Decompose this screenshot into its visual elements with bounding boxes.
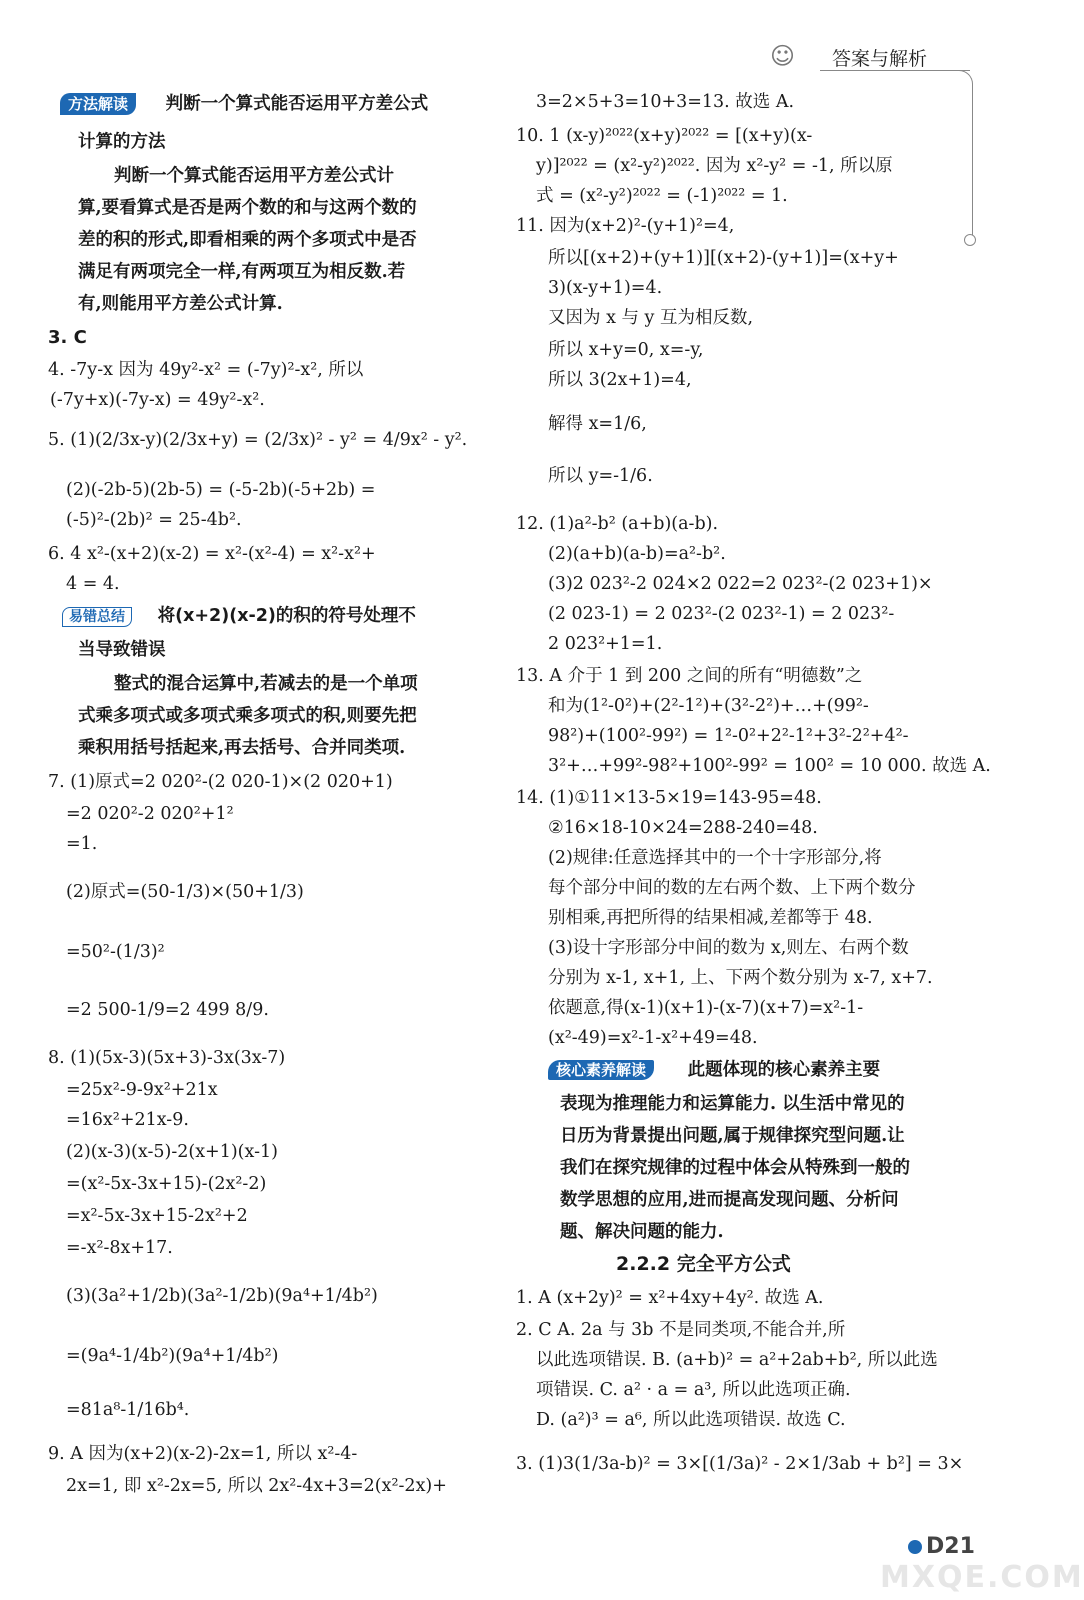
section-title: 2.2.2 完全平方公式 xyxy=(616,1253,791,1275)
answer-14-3: (3)设十字形部分中间的数为 x,则左、右两个数 xyxy=(548,938,909,958)
core-text-4: 数学思想的应用,进而提高发现问题、分析问 xyxy=(560,1190,899,1210)
answer-s2-2-cont3: D. (a²)³ = a⁶, 所以此选项错误. 故选 C. xyxy=(536,1410,846,1430)
answer-10: 10. 1 (x-y)²⁰²²(x+y)²⁰²² = [(x+y)(x- xyxy=(516,126,813,146)
header-title: 答案与解析 xyxy=(832,48,928,70)
answer-12-3-end: 2 023²+1=1. xyxy=(548,634,663,654)
answer-7-1: 7. (1)原式=2 020²-(2 020-1)×(2 020+1) xyxy=(48,772,393,792)
answer-13: 13. A 介于 1 到 200 之间的所有“明德数”之 xyxy=(516,666,863,686)
method-heading: 方法解读 判断一个算式能否运用平方差公式 xyxy=(60,92,428,116)
answer-14-2: (2)规律:任意选择其中的一个十字形部分,将 xyxy=(548,848,882,868)
answer-5-1: 5. (1)(2/3x-y)(2/3x+y) = (2/3x)² - y² = 4/9x² - y². xyxy=(48,430,468,450)
core-text-1: 表现为推理能力和运算能力. 以生活中常见的 xyxy=(560,1094,905,1114)
answer-8-3-result: =81a⁸-1/16b⁴. xyxy=(66,1400,190,1420)
answer-8-3-step: =(9a⁴-1/4b²)(9a⁴+1/4b²) xyxy=(66,1346,279,1366)
method-text-4: 满足有两项完全一样,有两项互为相反数.若 xyxy=(78,262,406,282)
answer-s2-2: 2. C A. 2a 与 3b 不是同类项,不能合并,所 xyxy=(516,1320,846,1340)
answer-13-cont3: 3²+…+99²-98²+100²-99² = 100² = 10 000. 故选 A. xyxy=(548,756,991,776)
answer-6-cont: 4 = 4. xyxy=(66,574,120,594)
method-text-2: 算,要看算式是否是两个数的和与这两个数的 xyxy=(78,198,417,218)
answer-14-3-cont2: 依题意,得(x-1)(x+1)-(x-7)(x+7)=x²-1- xyxy=(548,998,864,1018)
answer-5-2-cont: (-5)²-(2b)² = 25-4b². xyxy=(66,510,242,530)
error-text-1: 整式的混合运算中,若减去的是一个单项 xyxy=(114,674,418,694)
answer-8-1-step2: =16x²+21x-9. xyxy=(66,1110,189,1130)
answer-s2-3: 3. (1)3(1/3a-b)² = 3×[(1/3a)² - 2×1/3ab + b²] = 3× xyxy=(516,1454,964,1474)
core-heading: 核心素养解读 此题体现的核心素养主要 xyxy=(548,1058,880,1082)
answer-8-2-step2: =x²-5x-3x+15-2x²+2 xyxy=(66,1206,248,1226)
answer-13-cont1: 和为(1²-0²)+(2²-1²)+(3²-2²)+…+(99²- xyxy=(548,696,869,716)
error-summary-tag: 易错总结 xyxy=(62,607,132,627)
error-summary-heading: 易错总结 将(x+2)(x-2)的积的符号处理不 xyxy=(62,604,416,628)
answer-14-2-cont2: 别相乘,再把所得的结果相减,差都等于 48. xyxy=(548,908,873,928)
answer-8-2-step1: =(x²-5x-3x+15)-(2x²-2) xyxy=(66,1174,267,1194)
method-tag: 方法解读 xyxy=(60,93,136,115)
answer-8-3: (3)(3a²+1/2b)(3a²-1/2b)(9a⁴+1/4b²) xyxy=(66,1286,378,1306)
answer-14-3-cont1: 分别为 x-1, x+1, 上、下两个数分别为 x-7, x+7. xyxy=(548,968,933,988)
answer-9-cont: 2x=1, 即 x²-2x=5, 所以 2x²-4x+3=2(x²-2x)+ xyxy=(66,1476,447,1496)
page-dot-icon xyxy=(908,1540,922,1554)
answer-4-cont: (-7y+x)(-7y-x) = 49y²-x². xyxy=(50,390,265,410)
answer-s2-2-cont1: 以此选项错误. B. (a+b)² = a²+2ab+b², 所以此选 xyxy=(536,1350,938,1370)
page-number: D21 xyxy=(908,1534,975,1559)
answer-s2-1: 1. A (x+2y)² = x²+4xy+4y². 故选 A. xyxy=(516,1288,824,1308)
core-tag: 核心素养解读 xyxy=(548,1060,654,1080)
answer-7-2-result: =2 500-1/9=2 499 8/9. xyxy=(66,1000,269,1020)
answer-11: 11. 因为(x+2)²-(y+1)²=4, xyxy=(516,216,735,236)
watermark: MXQE.COM xyxy=(880,1560,1084,1595)
answer-7-1-step: =2 020²-2 020²+1² xyxy=(66,804,234,824)
answer-7-1-result: =1. xyxy=(66,834,98,854)
method-text-5: 有,则能用平方差公式计算. xyxy=(78,294,283,314)
answer-4: 4. -7y-x 因为 49y²-x² = (-7y)²-x², 所以 xyxy=(48,360,364,380)
answer-11-line2: 所以[(x+2)+(y+1)][(x+2)-(y+1)]=(x+y+ xyxy=(548,248,899,268)
answer-11-line7: 解得 x=1/6, xyxy=(548,414,647,434)
answer-3: 3. C xyxy=(48,327,87,348)
answer-11-line4: 又因为 x 与 y 互为相反数, xyxy=(548,308,754,328)
answer-14-2-cont1: 每个部分中间的数的左右两个数、上下两个数分 xyxy=(548,878,916,898)
error-text-3: 乘积用括号括起来,再去括号、合并同类项. xyxy=(78,738,406,758)
answer-11-line3: 3)(x-y+1)=4. xyxy=(548,278,663,298)
answer-10-cont1: y)]²⁰²² = (x²-y²)²⁰²². 因为 x²-y² = -1, 所以原 xyxy=(536,156,893,176)
answer-14-3-cont3: (x²-49)=x²-1-x²+49=48. xyxy=(548,1028,758,1048)
answer-14-1-b: ②16×18-10×24=288-240=48. xyxy=(548,818,818,838)
answer-12-3: (3)2 023²-2 024×2 022=2 023²-(2 023+1)× xyxy=(548,574,933,594)
answer-11-line5: 所以 x+y=0, x=-y, xyxy=(548,340,704,360)
method-text-3: 差的积的形式,即看相乘的两个多项式中是否 xyxy=(78,230,417,250)
answer-5-2: (2)(-2b-5)(2b-5) = (-5-2b)(-5+2b) = xyxy=(66,480,376,500)
answer-12-2: (2)(a+b)(a-b)=a²-b². xyxy=(548,544,726,564)
method-text-1: 判断一个算式能否运用平方差公式计 xyxy=(114,166,394,186)
answer-7-2-step: =50²-(1/3)² xyxy=(66,942,165,962)
answer-8-2-step3: =-x²-8x+17. xyxy=(66,1238,173,1258)
answer-s2-2-cont2: 项错误. C. a² · a = a³, 所以此选项正确. xyxy=(536,1380,851,1400)
answer-9: 9. A 因为(x+2)(x-2)-2x=1, 所以 x²-4- xyxy=(48,1444,358,1464)
answer-11-line6: 所以 3(2x+1)=4, xyxy=(548,370,692,390)
error-summary-heading-cont: 当导致错误 xyxy=(78,640,166,660)
answer-7-2: (2)原式=(50-1/3)×(50+1/3) xyxy=(66,882,304,902)
method-heading-cont: 计算的方法 xyxy=(78,132,166,152)
answer-12-3-cont: (2 023-1) = 2 023²-(2 023²-1) = 2 023²- xyxy=(548,604,895,624)
answer-12-1: 12. (1)a²-b² (a+b)(a-b). xyxy=(516,514,719,534)
page-header xyxy=(770,40,1010,80)
answer-9-end: 3=2×5+3=10+3=13. 故选 A. xyxy=(536,92,795,112)
header-dot-decoration xyxy=(964,234,976,246)
core-text-3: 我们在探究规律的过程中体会从特殊到一般的 xyxy=(560,1158,910,1178)
answer-8-1: 8. (1)(5x-3)(5x+3)-3x(3x-7) xyxy=(48,1048,286,1068)
answer-11-line8: 所以 y=-1/6. xyxy=(548,466,653,486)
core-text-2: 日历为背景提出问题,属于规律探究型问题.让 xyxy=(560,1126,905,1146)
answer-10-cont2: 式 = (x²-y²)²⁰²² = (-1)²⁰²² = 1. xyxy=(536,186,788,206)
answer-14-1: 14. (1)①11×13-5×19=143-95=48. xyxy=(516,788,822,808)
error-text-2: 式乘多项式或多项式乘多项式的积,则要先把 xyxy=(78,706,417,726)
answer-6: 6. 4 x²-(x+2)(x-2) = x²-(x²-4) = x²-x²+ xyxy=(48,544,376,564)
person-icon: ☺ xyxy=(770,42,796,70)
core-text-5: 题、解决问题的能力. xyxy=(560,1222,724,1242)
header-rule xyxy=(820,70,970,71)
answer-8-1-step1: =25x²-9-9x²+21x xyxy=(66,1080,218,1100)
answer-8-2: (2)(x-3)(x-5)-2(x+1)(x-1) xyxy=(66,1142,278,1162)
answer-13-cont2: 98²)+(100²-99²) = 1²-0²+2²-1²+3²-2²+4²- xyxy=(548,726,909,746)
header-curve-decoration xyxy=(950,70,973,241)
